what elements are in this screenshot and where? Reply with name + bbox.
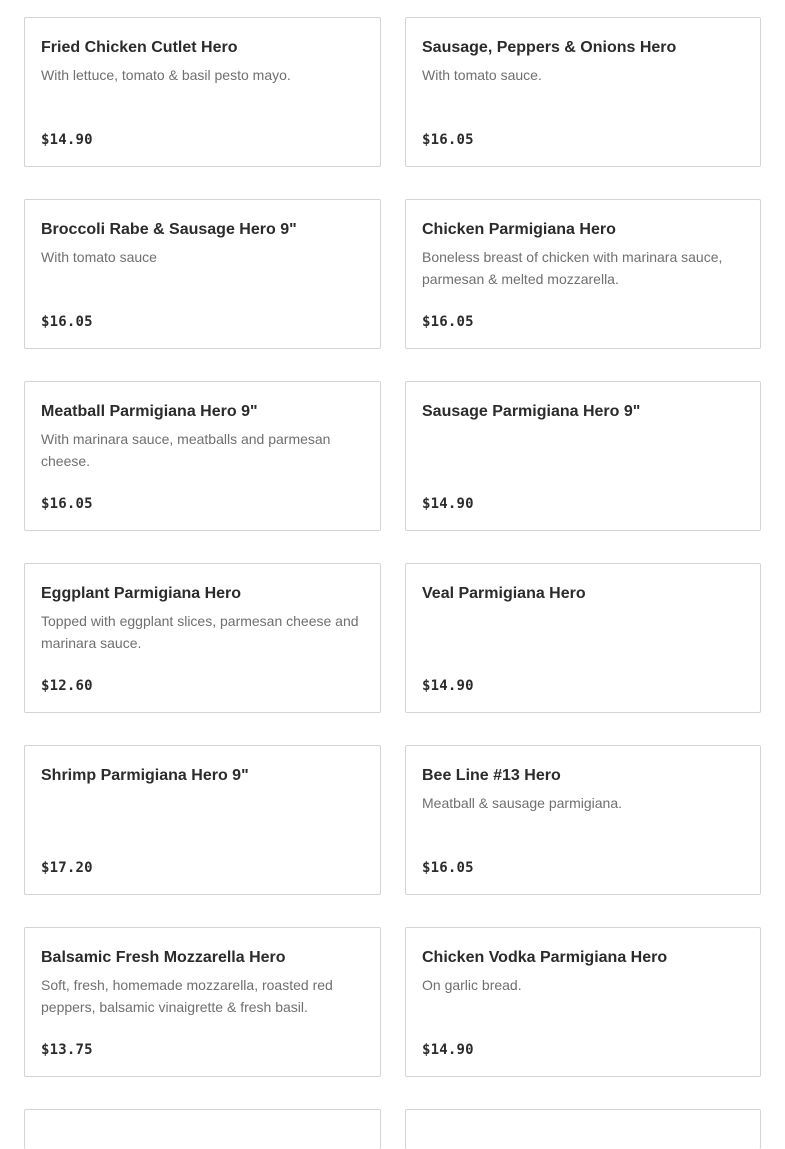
menu-item-card[interactable]: [405, 17, 761, 167]
menu-item-price: $14.90: [422, 496, 474, 512]
menu-item-name: Eggplant Parmigiana Hero: [41, 585, 242, 602]
menu-item-description: Meatball & sausage parmigiana.: [422, 795, 623, 811]
menu-item-card[interactable]: [405, 927, 761, 1077]
menu-item-price: $17.20: [41, 860, 93, 876]
menu-item-card[interactable]: [405, 745, 761, 895]
menu-item-description: With tomato sauce: [41, 249, 157, 265]
menu-item-name: Fried Chicken Cutlet Hero: [41, 39, 238, 56]
menu-item-price: $13.75: [41, 1042, 93, 1058]
menu-item-price: $16.05: [422, 314, 474, 330]
menu-item-description: On garlic bread.: [422, 977, 522, 993]
menu-item-price: $14.90: [41, 132, 93, 148]
menu-item-price: $16.05: [41, 314, 93, 330]
menu-item-price: $16.05: [422, 132, 474, 148]
menu-item-description: With marinara sauce, meatballs and parmesan cheese.: [41, 431, 331, 469]
menu-item-description: With lettuce, tomato & basil pesto mayo.: [41, 67, 291, 83]
menu-item-description: Soft, fresh, homemade mozzarella, roasted red peppers, balsamic vinaigrette & fresh basil.: [41, 977, 333, 1015]
menu-item-price: $14.90: [422, 1042, 474, 1058]
menu-item-name: Sausage Parmigiana Hero 9": [422, 403, 641, 420]
menu-item-description: Boneless breast of chicken with marinara sauce, parmesan & melted mozzarella.: [422, 249, 723, 287]
menu-item-price: $12.60: [41, 678, 93, 694]
menu-item-card[interactable]: [24, 17, 381, 167]
menu-item-name: Broccoli Rabe & Sausage Hero 9": [41, 221, 297, 238]
menu-item-card-partial[interactable]: [405, 1109, 761, 1149]
menu-item-card[interactable]: [24, 199, 381, 349]
menu-item-card[interactable]: [24, 927, 381, 1077]
menu-item-card-partial[interactable]: [24, 1109, 381, 1149]
menu-item-price: $16.05: [422, 860, 474, 876]
menu-item-name: Shrimp Parmigiana Hero 9": [41, 767, 249, 784]
menu-item-name: Sausage, Peppers & Onions Hero: [422, 39, 677, 56]
menu-item-name: Chicken Vodka Parmigiana Hero: [422, 949, 668, 966]
menu-item-name: Chicken Parmigiana Hero: [422, 221, 616, 238]
menu-item-name: Meatball Parmigiana Hero 9": [41, 403, 258, 420]
menu-item-name: Veal Parmigiana Hero: [422, 585, 586, 602]
menu-item-card[interactable]: [405, 563, 761, 713]
menu-item-price: $16.05: [41, 496, 93, 512]
menu-item-name: Balsamic Fresh Mozzarella Hero: [41, 949, 286, 966]
menu-item-grid: [24, 17, 761, 1149]
menu-item-card[interactable]: [24, 381, 381, 531]
menu-item-card[interactable]: [24, 745, 381, 895]
menu-item-price: $14.90: [422, 678, 474, 694]
menu-item-description: Topped with eggplant slices, parmesan cheese and marinara sauce.: [41, 613, 359, 651]
menu-item-card[interactable]: [405, 381, 761, 531]
menu-item-name: Bee Line #13 Hero: [422, 767, 561, 784]
menu-item-description: With tomato sauce.: [422, 67, 542, 83]
menu-item-card[interactable]: [24, 563, 381, 713]
menu-item-card[interactable]: [405, 199, 761, 349]
